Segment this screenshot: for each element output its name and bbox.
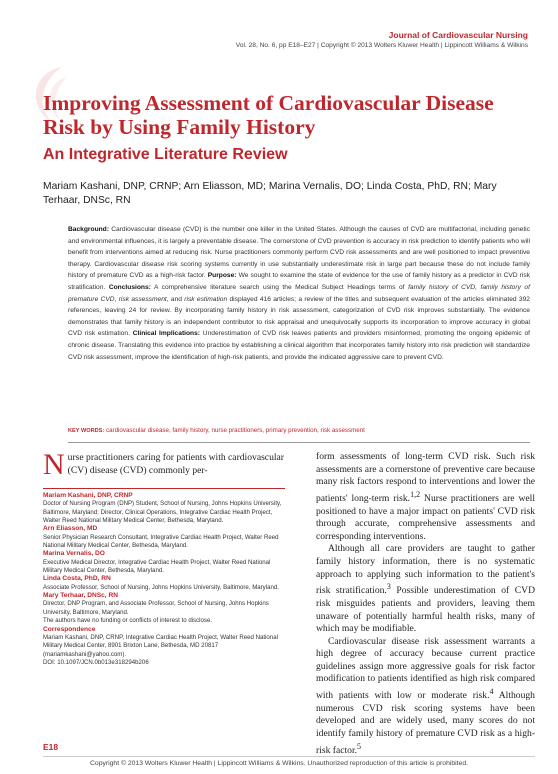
- conclusions-and: and: [170, 295, 182, 303]
- article-subtitle: An Integrative Literature Review: [43, 146, 288, 163]
- affiliation-text: Director, DNP Program, and Associate Professor, School of Nursing, Johns Hopkins University, Baltimore, Maryland.: [43, 600, 269, 616]
- body-right-column: [316, 451, 535, 757]
- body-text: Cardiovascular disease risk assessment warrants a high degree of accuracy because current practice guidelines assign more aggressive goals for risk factor modification to patients identified as high risk compared with patients with low or moderate risk.: [316, 635, 535, 702]
- affiliation-item: [43, 492, 285, 525]
- mesh-terms: family history of CVD, family history of premature CVD, risk assessment,: [68, 283, 530, 303]
- body-text: Although numerous CVD risk scoring systems have been developed and are widely used, many scores do not identify family history of premature CVD risk as a high-risk factor.: [316, 690, 535, 756]
- affiliation-item: [43, 550, 285, 575]
- affiliation-name: Mary Terhaar, DNSc, RN: [43, 592, 118, 600]
- keywords-label: KEY WORDS:: [68, 428, 105, 434]
- affiliation-name: Arn Eliasson, MD: [43, 525, 98, 533]
- footer-divider: [43, 756, 535, 757]
- body-paragraph: [316, 451, 535, 543]
- purpose-text: We sought to examine the state of evidence for the use of family history as a predictor in CVD risk stratification.: [68, 272, 530, 291]
- journal-meta: Vol. 28, No. 6, pp E18–E27 | Copyright © 2013 Wolters Kluwer Health | Lippincott Williams & Wilkins: [235, 42, 528, 49]
- body-text: Nurse practitioners are well positioned to have a major impact on patients' CVD risk through accurate, comprehensive assessments and corresponding interventions.: [316, 492, 535, 542]
- article-title: Improving Assessment of Cardiovascular Disease Risk by Using Family History: [43, 91, 494, 139]
- background-text: Cardiovascular disease (CVD) is the number one killer in the United States. Although the causes of CVD are multifactorial, including genetic and environmental influences, it is largely a preventable disease. The cornerstone of CVD prevention is accuracy in risk prediction to identify patients who will benefit from interventions aimed at reducing risk. Nurse practitioners commonly perform CVD risk assessments and are well positioned to impact preventive therapy. Cardiovascular disease risk scoring systems currently in use substantially underestimate risk in large part because these do not include family history of premature CVD as a high-risk factor.: [68, 226, 530, 280]
- affiliation-text: Executive Medical Director, Integrative Cardiac Health Project, Walter Reed National Military Medical Center, Bethesda, Maryland.: [43, 558, 271, 575]
- correspondence-text: Mariam Kashani, DNP, CRNP, Integrative Cardiac Health Project, Walter Reed National Military Medical Center, 8901 Brixton Lane, Bethesda, MD 20817 (mariamkashani@yahoo.com).: [43, 633, 278, 658]
- affiliations-box: [43, 488, 285, 667]
- affiliation-name: Mariam Kashani, DNP, CRNP: [43, 492, 133, 499]
- mesh-term-risk-estimation: risk estimation: [184, 295, 228, 303]
- abstract: [68, 224, 530, 363]
- implications-label: Clinical Implications:: [132, 330, 201, 338]
- citation: 5: [357, 741, 362, 751]
- purpose-label: Purpose:: [207, 272, 237, 280]
- keywords-text: cardiovascular disease, family history, nurse practitioners, primary prevention, risk assessment: [106, 427, 365, 434]
- affiliation-text: Doctor of Nursing Program (DNP) Student, School of Nursing, Johns Hopkins University, Baltimore, Maryland; Director, Clinical Operations, Integrative Cardiac Health Project, Walter Reed National Military Medical Center, Bethesda, Maryland.: [43, 500, 282, 525]
- citation: 3: [386, 582, 391, 592]
- body-text: Possible underestimation of CVD risk misguides patients and providers, leaving them unaware of potentially harmful health risks, many of which may be modifiable.: [316, 585, 536, 635]
- drop-cap: N: [43, 448, 65, 481]
- intro-text: urse practitioners caring for patients with cardiovascular (CV) disease (CVD) commonly per-: [67, 452, 284, 476]
- body-text: Although all care providers are taught to gather family history information, there is no systematic approach to applying such information to the patient's risk stratification.: [316, 543, 535, 597]
- doi: DOI: 10.1097/JCN.0b013e318294b206: [43, 658, 149, 666]
- copyright-footer: Copyright © 2013 Wolters Kluwer Health | Lippincott Williams & Wilkins. Unauthorized reproduction of this article is prohibited.: [90, 760, 468, 767]
- affiliation-item: [43, 592, 285, 617]
- conclusions-text-a: A comprehensive literature search using the Medical Subject Headings terms of: [154, 283, 405, 291]
- affiliation-name: Linda Costa, PhD, RN: [43, 575, 111, 583]
- affiliation-name: Marina Vernalis, DO: [43, 550, 105, 558]
- affiliation-text: Associate Professor, School of Nursing, Johns Hopkins University, Baltimore, Maryland.: [43, 583, 279, 591]
- funding-statement: The authors have no funding or conflicts of interest to disclose.: [43, 617, 213, 625]
- affiliation-item: [43, 575, 285, 592]
- body-paragraph: [316, 543, 535, 635]
- conclusions-text-b: displayed 416 articles; a review of the titles and subsequent evaluation of the articles eliminated 392 references, leaving 24 for review. By incorporating family history in risk assessment, categorization of CVD risk improves substantially. The evidence demonstrates that family history is an independent contributor to risk appraisal and unequivocally supports its incorporation to improve accuracy in global CVD risk estimation.: [68, 295, 530, 338]
- body-paragraph: [316, 636, 535, 758]
- citation: 1,2: [410, 489, 421, 499]
- page-number: E18: [43, 742, 59, 752]
- background-label: Background:: [68, 226, 109, 233]
- affiliation-text: Senior Physician Research Consultant, Integrative Cardiac Health Project, Walter Reed National Military Medical Center, Bethesda, Maryland.: [43, 533, 279, 550]
- correspondence-label: Correspondence: [43, 625, 96, 633]
- author-list: Mariam Kashani, DNP, CRNP; Arn Eliasson, MD; Marina Vernalis, DO; Linda Costa, PhD, RN; Mary Terhaar, DNSc, RN: [43, 181, 497, 206]
- keywords: [68, 426, 530, 436]
- conclusions-label: Conclusions:: [108, 283, 151, 291]
- affiliation-item: [43, 525, 285, 550]
- implications-text: Underestimation of CVD risk leaves patients and providers misinformed, promoting the ongoing epidemic of chronic disease. Translating this evidence into practice by establishing a clinical algorithm that incorporates family history into risk prediction will standardize CVD risk assessment, improve the identification of high-risk patients, and provide the indicated aggressive care to prevent CVD.: [68, 330, 531, 361]
- intro-paragraph: [43, 448, 295, 481]
- keywords-divider: [68, 442, 530, 443]
- journal-name: Journal of Cardiovascular Nursing: [388, 30, 528, 40]
- body-text: form assessments of long-term CVD risk. Such risk assessments are a cornerstone of preventive care because many risk factors respond to interventions and lower the patients' long-term risk.: [316, 451, 535, 504]
- citation: 4: [489, 687, 494, 697]
